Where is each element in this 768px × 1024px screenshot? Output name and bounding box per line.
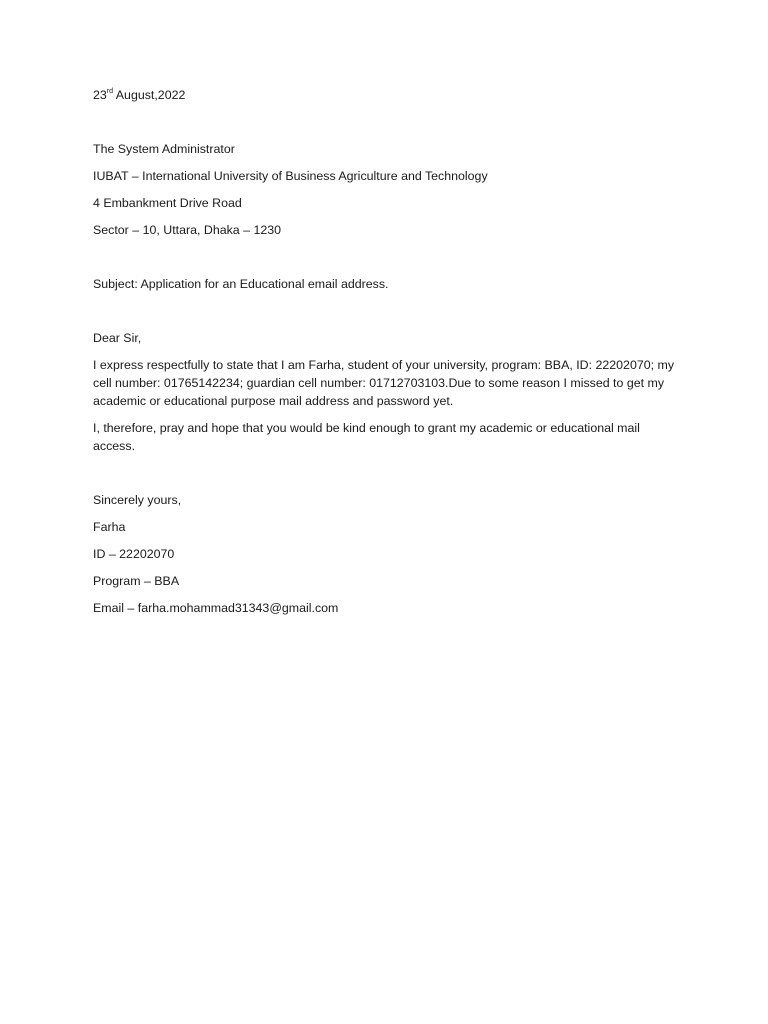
letter-date [93,86,693,104]
body-paragraph-1: I express respectfully to state that I am Farha, student of your university, program: BBA, ID: 22202070; my cell number: 01765142234; guardian cell number: 01712703103.Due to some reason I missed to get my academic or educational purpose mail address and password yet. [93,358,675,408]
recipient-city: Sector – 10, Uttara, Dhaka – 1230 [93,223,282,237]
letter-salutation: Dear Sir, [93,331,142,345]
recipient-title: The System Administrator [93,142,235,156]
signature-program: Program – BBA [93,574,180,588]
date-day: 23 [93,88,107,102]
signature-name: Farha [93,520,126,534]
signature-email: Email – farha.mohammad31343@gmail.com [93,601,339,615]
letter-body [93,86,693,626]
signature-id: ID – 22202070 [93,547,175,561]
recipient-street: 4 Embankment Drive Road [93,196,242,210]
letter-closing: Sincerely yours, [93,493,182,507]
date-rest: August,2022 [113,88,186,102]
body-paragraph-2: I, therefore, pray and hope that you would be kind enough to grant my academic or educational mail access. [93,421,640,453]
recipient-institution: IUBAT – International University of Business Agriculture and Technology [93,169,488,183]
letter-subject: Subject: Application for an Educational email address. [93,277,389,291]
date-suffix: rd [106,88,114,95]
